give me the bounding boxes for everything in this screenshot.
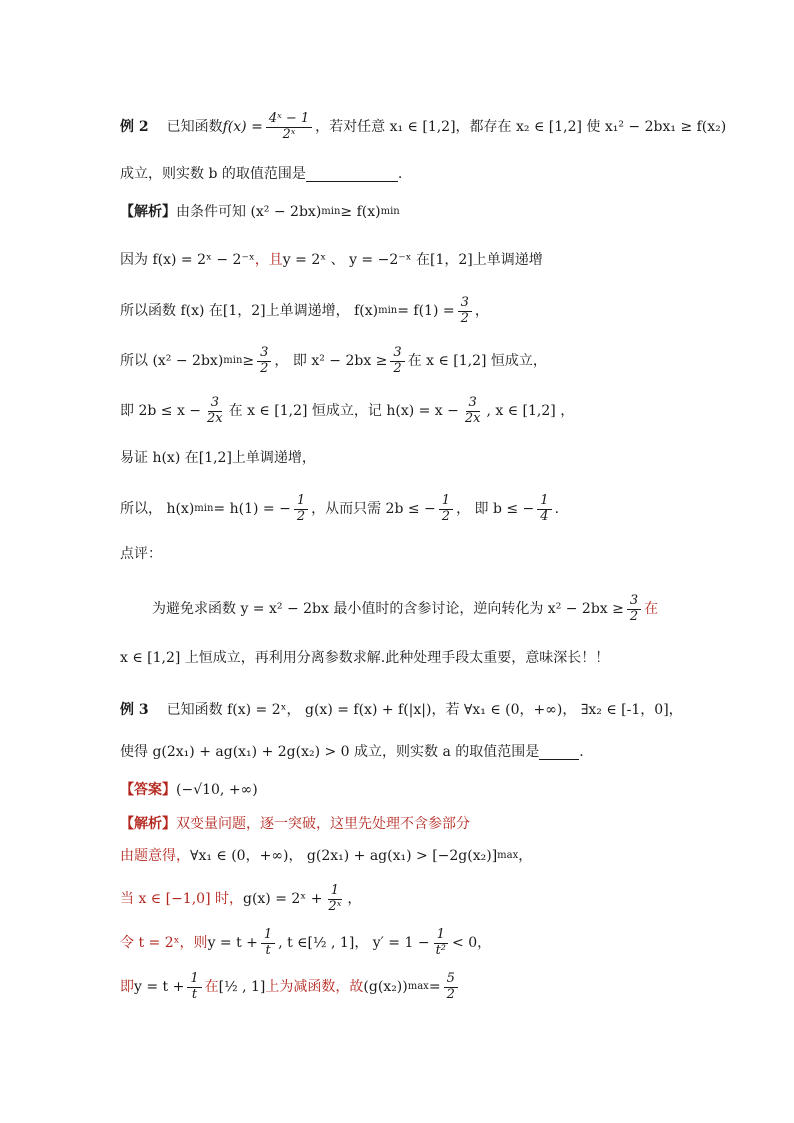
comment-label: 点评： — [120, 546, 162, 562]
answer-blank — [306, 167, 398, 182]
example2-question-line2: 成立，则实数 b 的取值范围是 . — [120, 166, 403, 182]
example2-analysis-line7: 所以， h(x) min = h(1) = − $\frac{1}{2}$ ，从而只需 2b ≤ − $\frac{1}{2}$ ， 即 b ≤ − $\frac{1}{4}$ . — [120, 493, 560, 524]
example2-label: 例 2 — [120, 119, 149, 136]
example3-analysis-line2: 由题意得， ∀x₁ ∈ (0，+∞)， g(2x₁) + ag(x₁) > [−2g(x₂)] max ， — [120, 848, 533, 864]
comment-label-line — [120, 546, 734, 563]
example3-answer-line — [120, 782, 734, 799]
answer-blank — [539, 745, 579, 760]
fraction: $\frac{1}{\text{t²}}$ — [435, 927, 447, 958]
example3-analysis-line5: 即 y = t + $\frac{1}{t}$ 在 [½ , 1] 上为减函数，故 (g(x₂)) max = $\frac{5}{2}$ — [120, 972, 734, 1003]
comment-line2: x ∈ [1,2] 上恒成立，再利用分离参数求解.此种处理手段太重要，意味深长！！ — [120, 650, 610, 666]
answer-value: (−√10, +∞) — [176, 782, 258, 798]
fraction: $\frac{1}{t}$ — [187, 972, 201, 1003]
example2-text: 已知函数 — [166, 119, 223, 136]
example2-analysis-line2: 因为 f(x) = 2ˣ − 2⁻ˣ ，且 y = 2ˣ 、 y = −2⁻ˣ 在[1，2]上单调递增 — [120, 252, 543, 268]
fraction: $\frac{3}{2}$ — [390, 346, 404, 377]
analysis-label: 【解析】 — [120, 816, 176, 832]
function-f: f(x) = — [222, 119, 263, 136]
fraction: $\frac{3}{2}$ — [458, 296, 472, 327]
fraction: $\frac{1}{2}$ — [439, 494, 453, 525]
fraction: $\frac{1}{4}$ — [537, 494, 551, 525]
analysis-label: 【解析】 — [120, 204, 176, 220]
example2-condition: ，若对任意 x₁ ∈ [1,2]，都存在 x₂ ∈ [1,2] 使 x₁² − 2bx₁ ≥ f(x₂) — [315, 119, 727, 136]
example3-analysis-line1: 【解析】 双变量问题，逐一突破，这里先处理不含参部分 — [120, 816, 470, 832]
answer-label: 【答案】 — [120, 782, 176, 798]
example2-analysis-line3: 所以函数 f(x) 在[1，2]上单调递增， f(x) min = f(1) = $\frac{3}{2}$ ， — [120, 295, 489, 326]
example2-analysis-line4: 所以 (x² − 2bx) min ≥ $\frac{3}{2}$ ， 即 x² − 2bx ≥ $\frac{3}{2}$ 在 x ∈ [1,2] 恒成立， — [120, 345, 547, 376]
fraction: $\frac{3}{2x}$ — [464, 395, 481, 426]
fraction: $\frac{1}{2}$ — [294, 494, 308, 525]
example3-analysis-line4: 令 t = 2ˣ，则 y = t + $\frac{1}{t}$ , t ∈ [½ , 1] ， y′ = 1 − $\frac{1}{\text{t²}}$ < 0， — [120, 927, 492, 958]
fraction: $\frac{1}{t}$ — [261, 928, 275, 959]
fraction: $\frac{3}{2}$ — [257, 346, 271, 377]
example3-question-line2: 使得 g(2x₁) + ag(x₁) + 2g(x₂) > 0 成立，则实数 a 的取值范围是 . — [120, 744, 584, 760]
fraction: $\frac{5}{2}$ — [444, 972, 458, 1003]
example2-question-line1 — [120, 112, 734, 143]
example3-question-line1: 例 3 已知函数 f(x) = 2ˣ， g(x) = f(x) + f(|x|)，若 ∀x₁ ∈ (0，+∞)， ∃x₂ ∈ [-1，0]， — [120, 702, 683, 718]
example3-label: 例 3 — [120, 702, 149, 718]
fraction: $\frac{1}{\text{2ˣ}}$ — [328, 883, 342, 914]
fraction: $\frac{3}{2x}$ — [207, 395, 223, 426]
example3-analysis-line3: 当 x ∈ [−1,0] 时， g(x) = 2ˣ + $\frac{1}{\text{2ˣ}}$ ， — [120, 883, 362, 914]
fraction: $\frac{\text{4ˣ − 1}}{\text{2ˣ}}$ — [266, 112, 312, 143]
example2-analysis-line5: 即 2b ≤ x − $\frac{3}{2x}$ 在 x ∈ [1,2] 恒成立，记 h(x) = x − $\frac{3}{2x}$ , x ∈ [1,2] ， — [120, 395, 575, 426]
example2-analysis-line6: 易证 h(x) 在[1,2]上单调递增， — [120, 450, 316, 466]
example2-analysis-line1: 【解析】 由条件可知 (x² − 2bx) min ≥ f(x) min — [120, 204, 400, 220]
comment-line1: 为避免求函数 y = x² − 2bx 最小值时的含参讨论，逆向转化为 x² − 2bx ≥ $\frac{3}{2}$ 在 — [152, 593, 659, 624]
fraction: $\frac{3}{2}$ — [627, 594, 641, 625]
